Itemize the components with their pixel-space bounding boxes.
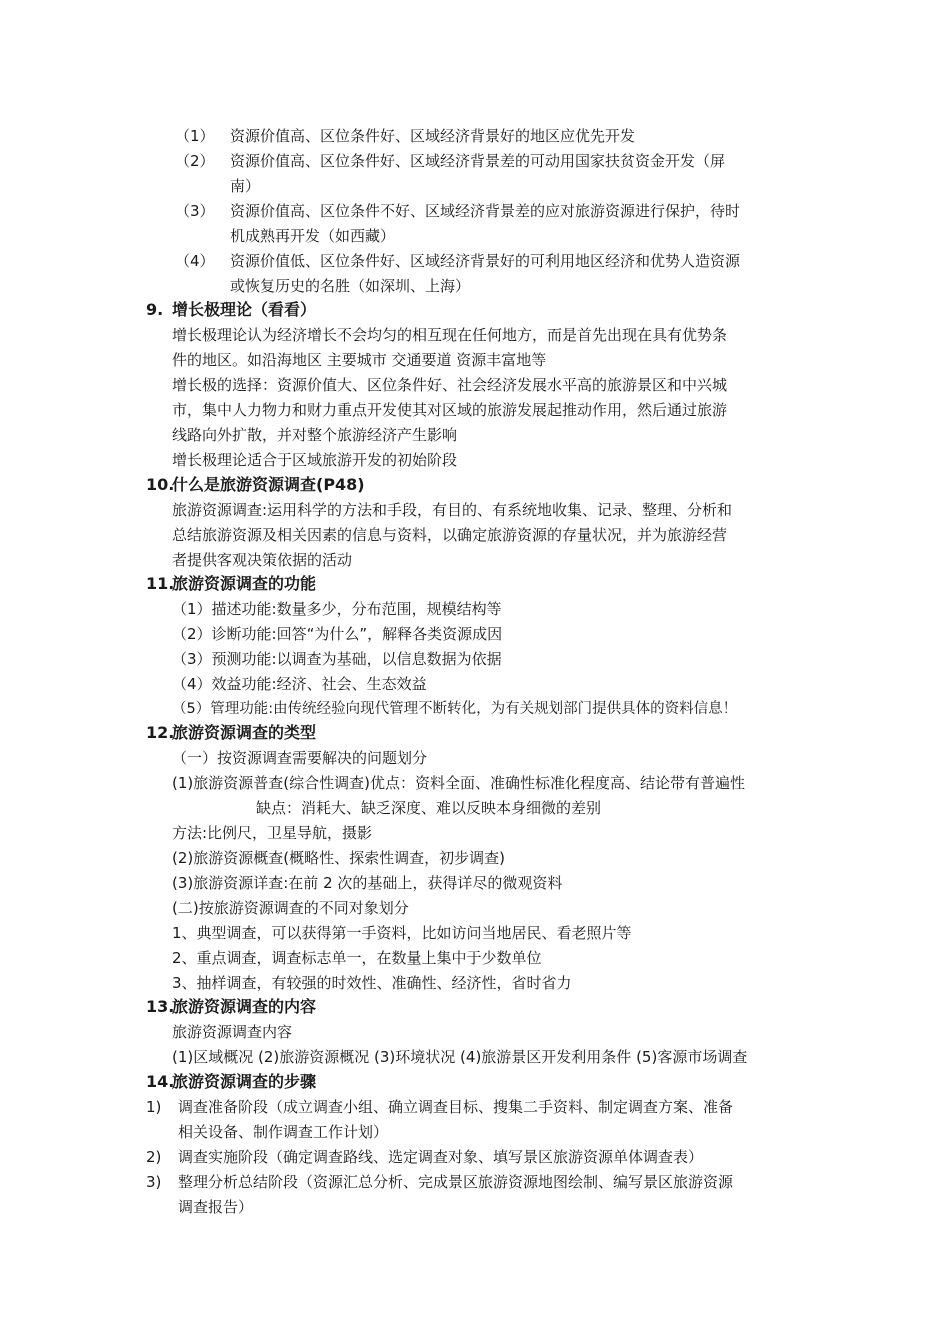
- list-item-text: 资源价值高、区位条件好、区域经济背景差的可动用国家扶贫资金开发（屏: [230, 152, 726, 170]
- list-item-number: 1): [146, 1098, 162, 1116]
- list-item-number: （1）: [175, 127, 215, 145]
- paragraph-line: （一）按资源调查需要解决的问题划分: [172, 749, 428, 767]
- paragraph-line: （4）效益功能:经济、社会、生态效益: [172, 675, 427, 693]
- list-item-number: （3）: [175, 202, 215, 220]
- paragraph-line: 旅游资源调查:运用科学的方法和手段，有目的、有系统地收集、记录、整理、分析和: [172, 501, 733, 519]
- list-item-text: 整理分析总结阶段（资源汇总分析、完成景区旅游资源地图绘制、编写景区旅游资源: [178, 1173, 734, 1191]
- paragraph-line: (二)按旅游资源调查的不同对象划分: [172, 899, 409, 917]
- paragraph-line: 方法:比例尺，卫星导航，摄影: [172, 824, 373, 842]
- list-item-number: 3): [146, 1173, 162, 1191]
- paragraph-line: 件的地区。如沿海地区 主要城市 交通要道 资源丰富地等: [172, 351, 547, 369]
- list-item-text: 相关设备、制作调查工作计划）: [178, 1123, 389, 1141]
- list-item-text: 机成熟再开发（如西藏）: [230, 227, 396, 245]
- paragraph-line: 1、典型调查，可以获得第一手资料，比如访问当地居民、看老照片等: [172, 924, 632, 942]
- list-item-number: 2): [146, 1148, 162, 1166]
- list-item-text: 调查准备阶段（成立调查小组、确立调查目标、搜集二手资料、制定调查方案、准备: [178, 1098, 734, 1116]
- paragraph-line: 增长极的选择：资源价值大、区位条件好、社会经济发展水平高的旅游景区和中兴城: [172, 376, 728, 394]
- paragraph-line: 3、抽样调查，有较强的时效性、准确性、经济性，省时省力: [172, 974, 572, 992]
- list-item-number: （4）: [175, 252, 215, 270]
- paragraph-line: （3）预测功能:以调查为基础，以信息数据为依据: [172, 650, 502, 668]
- section-heading-number: 13.: [146, 997, 175, 1016]
- section-heading: 增长极理论（看看）: [172, 300, 317, 319]
- paragraph-line: 增长极理论认为经济增长不会均匀的相互现在任何地方，而是首先出现在具有优势条: [172, 326, 728, 344]
- section-heading: 旅游资源调查的类型: [172, 723, 317, 742]
- paragraph-line: 者提供客观决策依据的活动: [172, 551, 353, 569]
- paragraph-line: 市，集中人力物力和财力重点开发使其对区域的旅游发展起推动作用，然后通过旅游: [172, 401, 728, 419]
- section-heading-number: 9.: [146, 300, 164, 319]
- paragraph-line: 线路向外扩散，并对整个旅游经济产生影响: [172, 426, 458, 444]
- paragraph-line: (1)旅游资源普查(综合性调查)优点：资料全面、准确性标准化程度高、结论带有普遍性: [172, 774, 745, 792]
- paragraph-line: 总结旅游资源及相关因素的信息与资料，以确定旅游资源的存量状况，并为旅游经营: [172, 526, 728, 544]
- paragraph-line: (2)旅游资源概查(概略性、探索性调查，初步调查): [172, 849, 505, 867]
- paragraph-line: 增长极理论适合于区域旅游开发的初始阶段: [172, 451, 458, 469]
- paragraph-line: 缺点：消耗大、缺乏深度、难以反映本身细微的差别: [256, 799, 602, 817]
- list-item-number: （2）: [175, 152, 215, 170]
- paragraph-line: (3)旅游资源详查:在前 2 次的基础上，获得详尽的微观资料: [172, 874, 563, 892]
- section-heading-number: 14.: [146, 1072, 175, 1091]
- section-heading: 什么是旅游资源调查(P48): [172, 475, 365, 494]
- paragraph-line: 2、重点调查，调查标志单一，在数量上集中于少数单位: [172, 949, 542, 967]
- paragraph-line: (1)区域概况 (2)旅游资源概况 (3)环境状况 (4)旅游景区开发利用条件 (5)客源市场调查: [172, 1048, 748, 1066]
- section-heading: 旅游资源调查的功能: [172, 574, 317, 593]
- list-item-text: 南）: [230, 177, 261, 195]
- section-heading-number: 12.: [146, 723, 175, 742]
- list-item-text: 或恢复历史的名胜（如深圳、上海）: [230, 277, 471, 295]
- list-item-text: 资源价值高、区位条件不好、区域经济背景差的应对旅游资源进行保护，待时: [230, 202, 741, 220]
- list-item-text: 资源价值高、区位条件好、区域经济背景好的地区应优先开发: [230, 127, 636, 145]
- paragraph-line: 旅游资源调查内容: [172, 1023, 293, 1041]
- paragraph-line: （1）描述功能:数量多少，分布范围，规模结构等: [172, 600, 502, 618]
- list-item-text: 调查实施阶段（确定调查路线、选定调查对象、填写景区旅游资源单体调查表）: [178, 1148, 704, 1166]
- paragraph-line: （5）管理功能:由传统经验向现代管理不断转化，为有关规划部门提供具体的资料信息！: [172, 701, 738, 717]
- list-item-text: 资源价值低、区位条件好、区域经济背景好的可利用地区经济和优势人造资源: [230, 252, 741, 270]
- section-heading-number: 11.: [146, 574, 175, 593]
- section-heading: 旅游资源调查的步骤: [172, 1072, 317, 1091]
- section-heading: 旅游资源调查的内容: [172, 997, 317, 1016]
- list-item-text: 调查报告）: [178, 1198, 254, 1216]
- paragraph-line: （2）诊断功能:回答“为什么”，解释各类资源成因: [172, 625, 503, 643]
- section-heading-number: 10.: [146, 475, 175, 494]
